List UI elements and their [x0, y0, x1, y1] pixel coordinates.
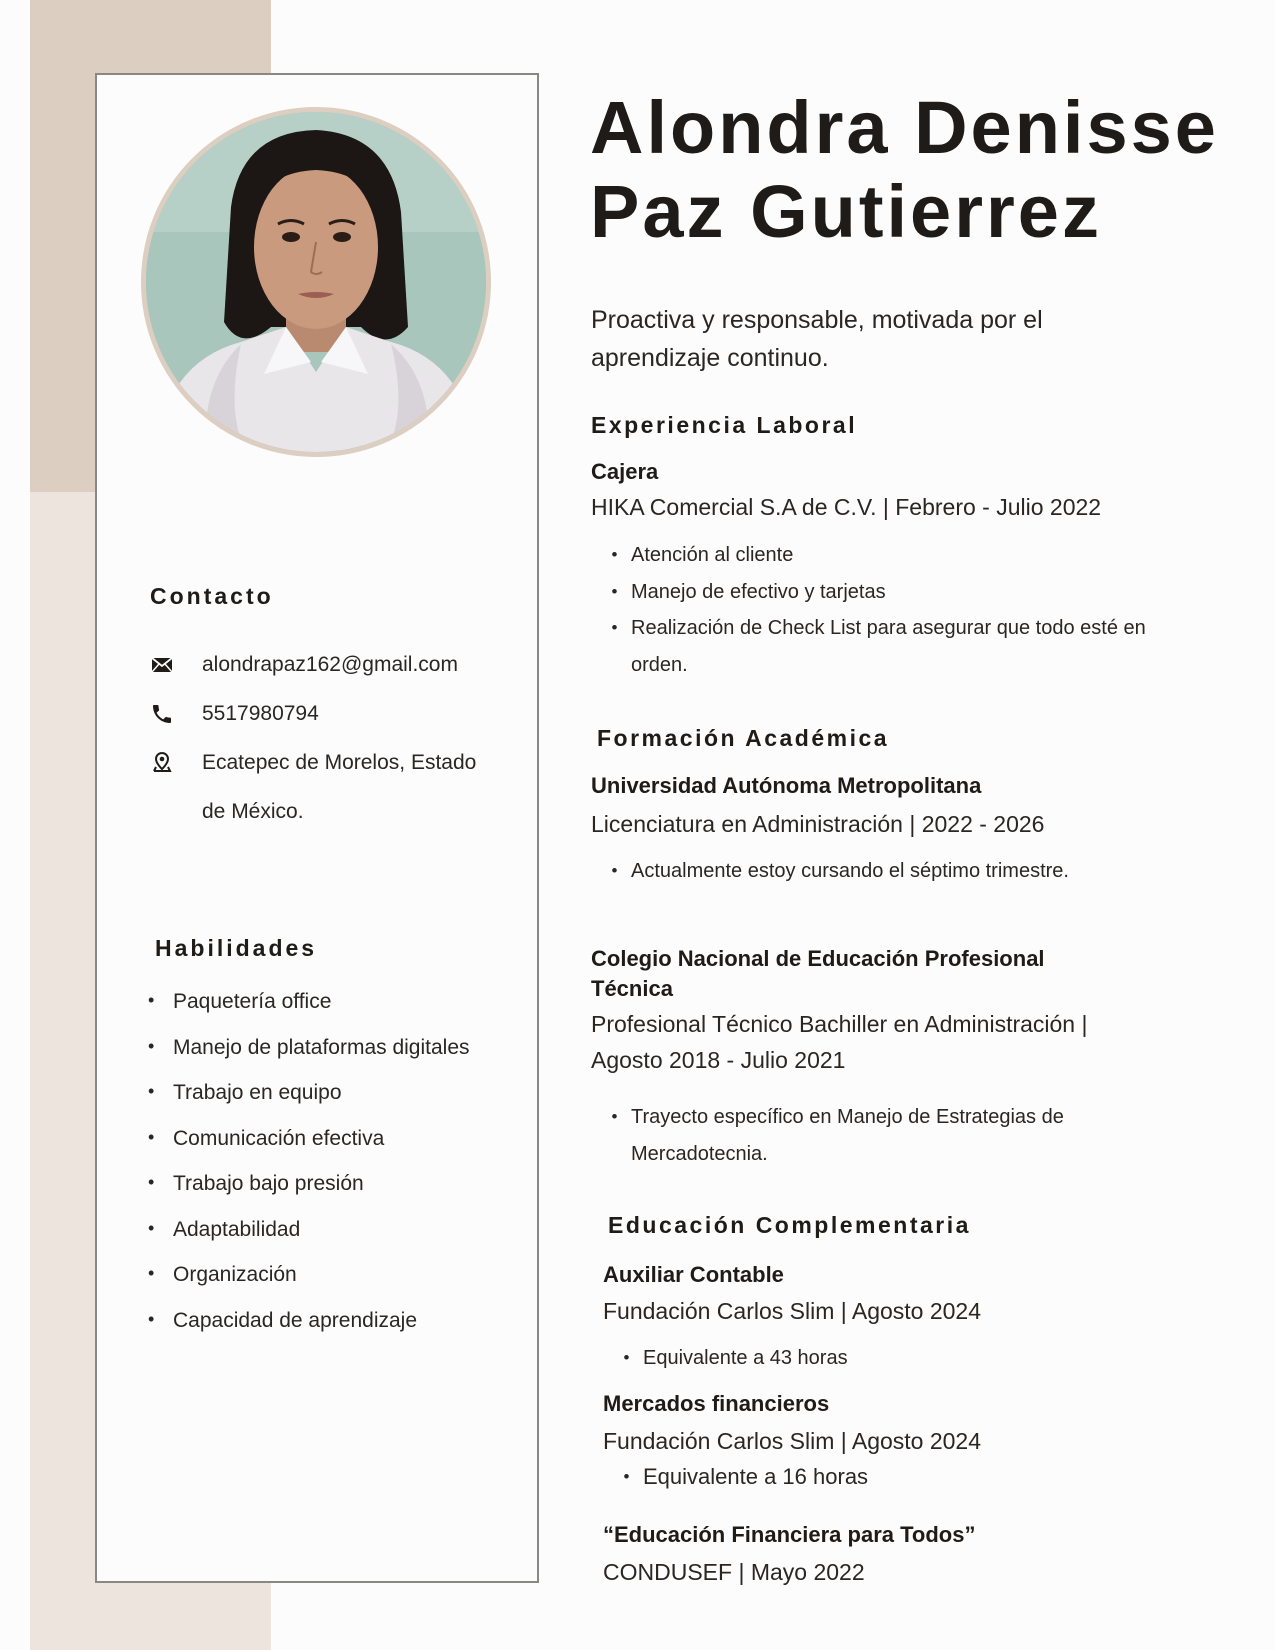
education-title: Universidad Autónoma Metropolitana — [591, 773, 982, 798]
course-meta: Fundación Carlos Slim | Agosto 2024 — [603, 1298, 982, 1324]
education-meta: Profesional Técnico Bachiller en Administración | Agosto 2018 - Julio 2021 — [591, 1011, 1088, 1073]
name-line-2: Paz Gutierrez — [590, 170, 1102, 253]
education-bullet: • Trayecto específico en Manejo de Estrategias de Mercadotecnia. — [600, 1099, 1140, 1172]
skill-item: • Organización — [148, 1263, 508, 1309]
skill-item: • Capacidad de aprendizaje — [148, 1309, 508, 1355]
course-bullets — [612, 1459, 1112, 1496]
profile-summary: Proactiva y responsable, motivada por el aprendizaje continuo. — [591, 306, 1043, 372]
course-meta: CONDUSEF | Mayo 2022 — [603, 1559, 865, 1585]
education-heading: Formación Académica — [597, 725, 890, 751]
course-title: Auxiliar Contable — [603, 1262, 784, 1287]
phone-icon — [150, 702, 174, 726]
skill-item: • Manejo de plataformas digitales — [148, 1036, 508, 1082]
skills-heading: Habilidades — [155, 935, 318, 961]
skill-item: • Adaptabilidad — [148, 1218, 508, 1264]
contact-heading: Contacto — [150, 583, 274, 609]
contact-location-row — [150, 749, 502, 836]
education-meta: Licenciatura en Administración | 2022 - 2026 — [591, 811, 1045, 837]
education-bullet: • Actualmente estoy cursando el séptimo trimestre. — [600, 853, 1180, 890]
skill-item: • Trabajo en equipo — [148, 1081, 508, 1127]
education-title: Colegio Nacional de Educación Profesional Técnica — [591, 946, 1045, 1001]
name-line-1: Alondra Denisse — [590, 86, 1219, 169]
course-title: “Educación Financiera para Todos” — [603, 1522, 976, 1547]
profile-photo — [141, 107, 491, 457]
job-title: Cajera — [591, 459, 659, 484]
candidate-name — [590, 86, 1260, 254]
map-pin-icon — [150, 751, 174, 775]
job-bullet: • Manejo de efectivo y tarjetas — [600, 574, 1180, 611]
job-bullet: • Atención al cliente — [600, 537, 1180, 574]
complementary-heading: Educación Complementaria — [608, 1212, 971, 1238]
skills-list — [148, 990, 508, 1354]
course-bullet: • Equivalente a 43 horas — [612, 1340, 1112, 1377]
envelope-icon — [150, 653, 174, 677]
contact-email-row — [150, 651, 502, 689]
course-bullet: • Equivalente a 16 horas — [612, 1459, 1112, 1496]
contact-phone[interactable]: 5517980794 — [202, 702, 319, 725]
education-bullets — [600, 853, 1180, 890]
contact-phone-row — [150, 700, 502, 738]
course-meta: Fundación Carlos Slim | Agosto 2024 — [603, 1428, 982, 1454]
job-meta: HIKA Comercial S.A de C.V. | Febrero - Julio 2022 — [591, 494, 1102, 520]
contact-email[interactable]: alondrapaz162@gmail.com — [202, 653, 458, 676]
job-bullet: • Realización de Check List para asegurar que todo esté en orden. — [600, 610, 1180, 683]
skill-item: • Paquetería office — [148, 990, 508, 1036]
contact-location: Ecatepec de Morelos, Estado de México. — [202, 751, 477, 823]
experience-heading: Experiencia Laboral — [591, 412, 858, 438]
education-bullets — [600, 1099, 1140, 1172]
skill-item: • Trabajo bajo presión — [148, 1172, 508, 1218]
course-bullets — [612, 1340, 1112, 1377]
skill-item: • Comunicación efectiva — [148, 1127, 508, 1173]
job-bullets — [600, 537, 1180, 683]
course-title: Mercados financieros — [603, 1391, 830, 1416]
